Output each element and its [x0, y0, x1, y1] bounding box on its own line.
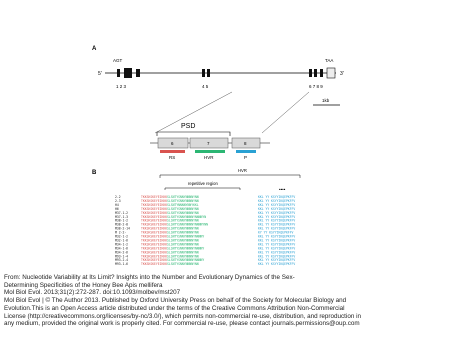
sequence-prefix: TKKSKSKEYEIKKK — [141, 195, 168, 199]
exon-4 — [202, 69, 205, 77]
panel-b-label: B — [92, 170, 97, 176]
exon-8 — [320, 69, 323, 77]
exon-2 — [124, 68, 132, 78]
repetitive-region-label: repetitive region — [188, 181, 218, 186]
caption-line-5: Evolution.This is an Open Access article distributed under the terms of the Creative Commons Attribution Non-Commercial — [4, 304, 345, 312]
alignment-rows — [115, 195, 295, 266]
sequence-suffix: KKL YY KSYYIKQEPKFFV — [258, 262, 296, 267]
sequence-repetitive: SLSNTYSNNYNNNNYNN — [167, 254, 199, 259]
hvr-region-bar — [195, 150, 225, 153]
sequence-suffix: KKL YY KSYYIKQEPKFFV — [258, 195, 296, 199]
sequence-suffix: KKL YY KSYYIKQEPKFFV — [258, 214, 296, 219]
rs-region-bar — [160, 150, 185, 153]
zoom-exon-8-label: 8 — [244, 141, 247, 146]
sequence-repetitive: SLSNTYSNNYNNNNYNNNNY — [167, 234, 205, 239]
sequence-repetitive: SLSNTYSNNYNNNNYNNNNY — [167, 258, 205, 263]
hvr-region-label: HVR — [204, 155, 214, 160]
sequence-name: H6 — [115, 206, 119, 211]
sequence-repetitive: SLSNTYSNNYNNNNYNNNNYNN — [167, 222, 208, 227]
zoom-exon-7-label: 7 — [207, 141, 210, 146]
sequence-prefix: TKKSKSKEYEIKKK — [141, 246, 168, 251]
sequence-name: M32-1-6 — [115, 238, 129, 243]
exon-1 — [117, 69, 120, 77]
sequence-name: M37-1-3 — [115, 214, 129, 219]
sequence-name: 2-2 — [115, 195, 121, 199]
exon-numbers-mid: 4 5 — [202, 84, 209, 89]
sequence-repetitive: SLSNTYSNNYNNNNYNNNNYN — [167, 214, 207, 219]
sequence-repetitive: SLSNTYSNNYNNNNYNN — [167, 262, 199, 267]
sequence-suffix: KKL YY KSYYIKQEPKFFV — [258, 210, 296, 215]
sequence-name: M93-1-6 — [115, 262, 129, 267]
sequence-repetitive: SLSNTYSNNYNNNNYNN — [167, 198, 199, 203]
sequence-repetitive: SLSNTYSNNYNNNNYNN — [167, 210, 199, 215]
sequence-name: M38-2-8 — [115, 222, 129, 227]
exon-9 — [327, 68, 335, 78]
sequence-repetitive: SLSNTYNNNNYNNYKKL — [167, 202, 199, 207]
exon-3 — [136, 69, 140, 77]
sequence-prefix: TKKSKSKEYEIKKK — [141, 202, 168, 207]
sequence-suffix: KKL YY KSYYIKQEPKFFV — [258, 218, 296, 223]
caption-line-4: Mol Biol Evol | © The Author 2013. Published by Oxford University Press on behalf of the Society for Molecular Biology and — [4, 297, 347, 305]
sequence-suffix: KKL YY KSYYIKQEPKFFV — [258, 234, 296, 239]
sequence-name: M93-2-4 — [115, 258, 129, 263]
alignment-row — [115, 262, 295, 266]
sequence-prefix: TKKSKSKEYEIKKK — [141, 230, 168, 235]
sequence-prefix: TKKSKSKEYEIKKK — [141, 254, 168, 259]
sequence-repetitive: SLSNTYSNNYNNNNYNN — [167, 250, 199, 255]
sequence-suffix: KKL YY KSYYIKQEPKFFV — [258, 254, 296, 259]
caption-line-7: any medium, provided the original work is properly cited. For commercial re-use, please contact journals.permissions@oup.com — [4, 320, 360, 328]
sequence-suffix: KKL YY KSYYIKQEPKFFV — [258, 206, 296, 211]
p-region-bar — [236, 150, 256, 153]
figure-caption — [4, 274, 448, 338]
stop-codon-label: TAA — [325, 58, 334, 63]
sequence-repetitive: SLSNTYSNNYNNNNYNN — [167, 195, 199, 199]
sequence-repetitive: SLSNTYSNNYNNNNYNN — [167, 206, 199, 211]
sequence-prefix: TKKSKSKEYEIKKK — [141, 218, 168, 223]
exon-5 — [207, 69, 210, 77]
sequence-name: M34-1-6 — [115, 246, 129, 251]
scale-bar-label: 1kb — [322, 98, 330, 103]
sequence-name: M 2-2- — [115, 230, 127, 235]
sequence-repetitive: SLSNTYSNNYNNNNYNN — [167, 242, 199, 247]
caption-line-6: License (http://creativecommons.org/licenses/by-nc/3.0/), which permits non-commercial re-use, distribution, and reproduction in — [4, 312, 361, 320]
caption-line-3: Mol Biol Evol. 2013;31(2):272-287. doi:10.1093/molbev/mst207 — [4, 289, 181, 297]
panel-a-label: A — [92, 46, 97, 52]
sequence-suffix: KKL YY KSYYIKQEPKFFV — [258, 246, 296, 251]
sequence-prefix: TKKSKSKEYEIKKK — [141, 238, 168, 243]
sequence-prefix: TKKSKSKEYEIKKK — [141, 250, 168, 255]
sequence-suffix: KKL YY KSYYIKQEPKFFV — [258, 250, 296, 255]
zoom-exon-6-label: 6 — [171, 141, 174, 146]
sequence-prefix: TKKSKSKEYEIKKK — [141, 258, 168, 263]
exon-6 — [309, 69, 312, 77]
sequence-name: M32-1-2 — [115, 234, 129, 239]
sequence-prefix: TKKSKSKEYEIKKK — [141, 214, 168, 219]
hvr-bracket — [160, 175, 300, 178]
sequence-suffix: KKL YY KSYYIKQEPKFFV — [258, 198, 296, 203]
sequence-prefix: TKKSKSKEYEIKKK — [141, 242, 168, 247]
sequence-prefix: TKKSKSKEYEIKKK — [141, 234, 168, 239]
sequence-prefix: TKKSKSKEYEIKKK — [141, 226, 168, 231]
rs-region-label: RS — [169, 155, 176, 160]
sequence-repetitive: SLSNTYSNNYNNNNYNN — [167, 226, 199, 231]
sequence-prefix: TKKSKSKEYEIKKK — [141, 198, 168, 203]
sequence-name: M34-1-2 — [115, 242, 129, 247]
sequence-suffix: KKL YY KSYYIKQEPKFFV — [258, 226, 296, 231]
start-codon-label: AGT — [113, 58, 123, 63]
sequence-suffix: KKL YY KSYYIKQEPKFFV — [258, 202, 296, 207]
sequence-prefix: TKKSKSKEYEIKKK — [141, 262, 168, 267]
three-prime-label: 3' — [340, 71, 344, 77]
p-region-label: P — [244, 155, 248, 160]
five-prime-label: 5' — [98, 71, 102, 77]
hvr-header-label: HVR — [238, 168, 247, 173]
sequence-suffix: KKL YY KSYYIKQEPKFFV — [258, 258, 296, 263]
psd-label: PSD — [181, 123, 196, 130]
sequence-name: M38-2-14 — [115, 226, 130, 231]
sequence-name: M93-1-4 — [115, 254, 129, 259]
sequence-repetitive: SLSNTYSNNYNNNNYNN — [167, 218, 199, 223]
sequence-name: M34-2-6 — [115, 250, 129, 255]
psd-bracket — [157, 132, 230, 136]
sequence-repetitive: SLSNTYSNNYNNNNYNN — [167, 238, 199, 243]
sequence-prefix: TKKSKSKEYEIKKK — [141, 222, 168, 227]
sequence-repetitive: SLSNTYSNNYNNNNYNNNNY — [167, 246, 205, 251]
sequence-name: 2-3 — [115, 198, 121, 203]
sequence-prefix: TKKSKSKEYEIKKK — [141, 210, 168, 215]
sequence-prefix: TKKSKSKEYEIKKK — [141, 206, 168, 211]
sequence-suffix: KKL YY KSYYIKQEPKFFV — [258, 238, 296, 243]
exon-numbers-left: 1 2 3 — [116, 84, 127, 89]
sequence-suffix: KKL YY KSYYIKQEPKFFV — [258, 242, 296, 247]
exon-7 — [314, 69, 317, 77]
repetitive-bracket — [165, 188, 240, 190]
sequence-repetitive: SLSNTYSNNYNNNNYNN — [167, 230, 199, 235]
zoom-line-right — [262, 92, 309, 133]
sequence-name: H4 — [115, 202, 119, 207]
caption-line-1: From: Nucleotide Variability at Its Limit? Insights into the Number and Evolutionary Dynamics of the Sex- — [4, 274, 295, 281]
sequence-name: M38-1-2 — [115, 218, 129, 223]
exon-numbers-right: 6 7 8 9 — [309, 84, 323, 89]
sequence-name: M37-1-2 — [115, 210, 129, 215]
caption-line-2: Determining Specificities of the Honey Bee Apis mellifera — [4, 281, 163, 289]
sequence-suffix: KKL YY KSYYIKQEPKFFV — [258, 222, 296, 227]
conserved-dots: •••• — [279, 187, 286, 192]
sequence-suffix: KY YY KSYYIKQEPKFFV — [258, 230, 294, 235]
